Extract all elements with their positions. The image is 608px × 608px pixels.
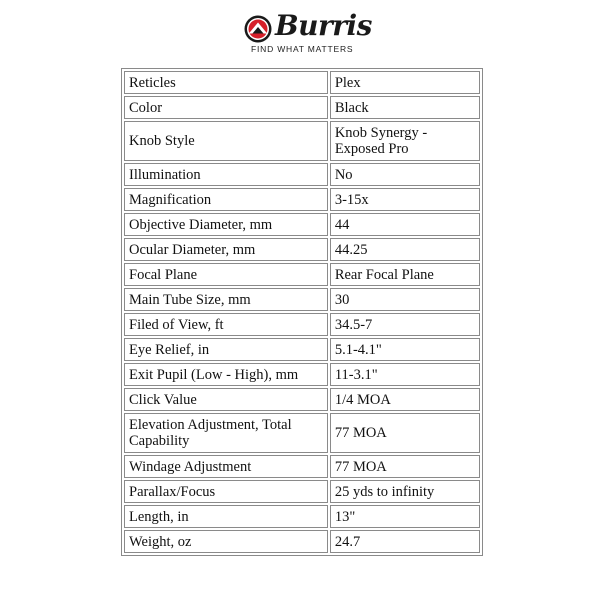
spec-value: 34.5-7 [330, 313, 480, 336]
spec-label: Objective Diameter, mm [124, 213, 328, 236]
spec-label: Weight, oz [124, 530, 328, 553]
spec-label: Eye Relief, in [124, 338, 328, 361]
spec-label: Length, in [124, 505, 328, 528]
spec-value: 24.7 [330, 530, 480, 553]
spec-row [124, 480, 480, 503]
spec-value: 13" [330, 505, 480, 528]
spec-label: Filed of View, ft [124, 313, 328, 336]
spec-label: Focal Plane [124, 263, 328, 286]
spec-label: Parallax/Focus [124, 480, 328, 503]
spec-label: Exit Pupil (Low - High), mm [124, 363, 328, 386]
burris-mountain-logo-icon [243, 14, 273, 44]
spec-label: Illumination [124, 163, 328, 186]
spec-value: 11-3.1" [330, 363, 480, 386]
spec-value: 77 MOA [330, 455, 480, 478]
spec-row [124, 455, 480, 478]
spec-row [124, 238, 480, 261]
spec-label: Color [124, 96, 328, 119]
spec-value: 25 yds to infinity [330, 480, 480, 503]
spec-row [124, 530, 480, 553]
spec-label: Knob Style [124, 121, 328, 161]
spec-value: 30 [330, 288, 480, 311]
spec-row [124, 288, 480, 311]
spec-value: Knob Synergy - Exposed Pro [330, 121, 480, 161]
spec-row [124, 363, 480, 386]
spec-row [124, 96, 480, 119]
spec-label: Magnification [124, 188, 328, 211]
spec-label: Click Value [124, 388, 328, 411]
spec-value: Rear Focal Plane [330, 263, 480, 286]
spec-value: 44.25 [330, 238, 480, 261]
spec-row [124, 313, 480, 336]
spec-value: 77 MOA [330, 413, 480, 453]
brand-logo [243, 9, 372, 54]
spec-row [124, 121, 480, 161]
spec-row [124, 263, 480, 286]
spec-value: 44 [330, 213, 480, 236]
brand-tagline: FIND WHAT MATTERS [251, 44, 354, 54]
spec-value: 5.1-4.1" [330, 338, 480, 361]
spec-row [124, 388, 480, 411]
spec-label: Reticles [124, 71, 328, 94]
spec-row [124, 188, 480, 211]
spec-label: Ocular Diameter, mm [124, 238, 328, 261]
spec-label: Elevation Adjustment, Total Capability [124, 413, 328, 453]
spec-table-body [124, 71, 480, 553]
spec-value: 1/4 MOA [330, 388, 480, 411]
spec-value: Black [330, 96, 480, 119]
spec-label: Windage Adjustment [124, 455, 328, 478]
spec-row [124, 71, 480, 94]
spec-row [124, 505, 480, 528]
spec-table [121, 68, 483, 556]
spec-row [124, 413, 480, 453]
spec-row [124, 163, 480, 186]
spec-label: Main Tube Size, mm [124, 288, 328, 311]
brand-name: Burris [275, 9, 372, 42]
spec-value: No [330, 163, 480, 186]
spec-value: 3-15x [330, 188, 480, 211]
spec-row [124, 213, 480, 236]
spec-value: Plex [330, 71, 480, 94]
spec-row [124, 338, 480, 361]
